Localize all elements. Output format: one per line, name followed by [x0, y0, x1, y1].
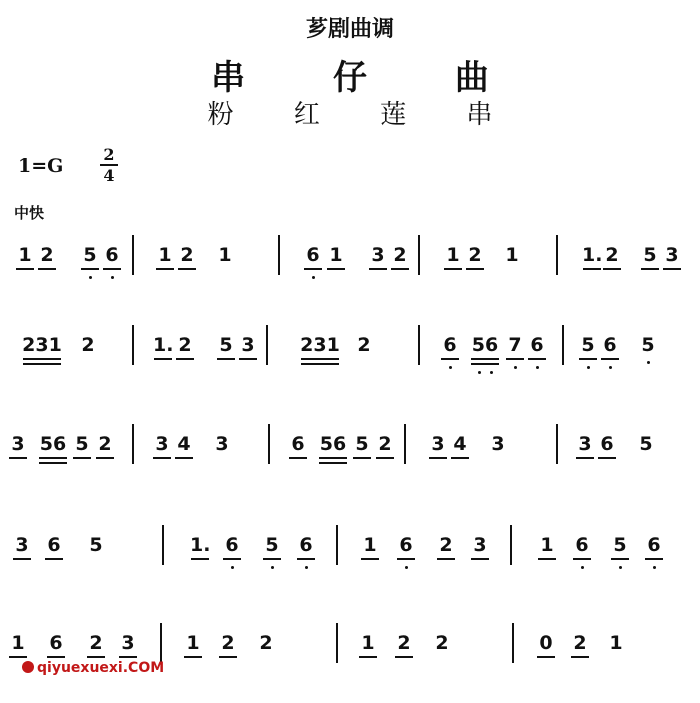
- note: 2: [98, 433, 112, 455]
- beam-line: [603, 268, 621, 270]
- beam-line: [327, 268, 345, 270]
- beam-line: [645, 558, 663, 560]
- beam-line: [471, 358, 499, 360]
- octave-dot: [449, 366, 452, 369]
- octave-dot: [653, 566, 656, 569]
- note: 1: [218, 244, 232, 266]
- note: 6: [225, 534, 239, 556]
- score-line-3: [0, 433, 700, 504]
- note: 5: [75, 433, 89, 455]
- note: 6: [443, 334, 457, 356]
- barline: [268, 424, 270, 464]
- beam-line: [289, 457, 307, 459]
- beam-line: [103, 268, 121, 270]
- beam-line: [73, 457, 91, 459]
- beam-line: [361, 558, 379, 560]
- beam-line: [175, 457, 193, 459]
- octave-dot: [514, 366, 517, 369]
- beam-line: [219, 656, 237, 658]
- beam-line: [297, 558, 315, 560]
- time-signature-bottom: 4: [103, 166, 115, 185]
- beam-line: [13, 558, 31, 560]
- beam-line: [239, 358, 257, 360]
- note: 6: [291, 433, 305, 455]
- beam-line: [87, 656, 105, 658]
- beam-line: [437, 558, 455, 560]
- beam-line: [397, 558, 415, 560]
- beam-line: [217, 358, 235, 360]
- beam-line: [319, 462, 347, 464]
- song-subtitle: 粉 红 莲 串: [207, 100, 519, 130]
- note: 7: [508, 334, 522, 356]
- note: 3: [15, 534, 29, 556]
- beam-line: [47, 656, 65, 658]
- note: 2: [89, 632, 103, 654]
- beam-line: [359, 656, 377, 658]
- beam-line: [23, 358, 61, 360]
- note: 5: [219, 334, 233, 356]
- octave-dot: [587, 366, 590, 369]
- beam-line: [441, 358, 459, 360]
- barline: [512, 623, 514, 663]
- beam-line: [537, 656, 555, 658]
- note: 56: [319, 433, 347, 455]
- note: 6: [299, 534, 313, 556]
- octave-dot: [111, 276, 114, 279]
- barline: [132, 325, 134, 365]
- note: 2: [40, 244, 54, 266]
- note: 1: [361, 632, 375, 654]
- beam-line: [301, 363, 339, 365]
- beam-line: [429, 457, 447, 459]
- beam-line: [471, 363, 499, 365]
- octave-dot: [490, 371, 493, 374]
- beam-line: [576, 457, 594, 459]
- beam-line: [176, 358, 194, 360]
- note: 4: [177, 433, 191, 455]
- octave-dot: [619, 566, 622, 569]
- barline: [162, 525, 164, 565]
- beam-line: [154, 358, 172, 360]
- note: 56: [471, 334, 499, 356]
- note: 3: [665, 244, 679, 266]
- barline: [556, 424, 558, 464]
- note: 1: [11, 632, 25, 654]
- barline: [562, 325, 564, 365]
- barline: [336, 525, 338, 565]
- note: 5: [355, 433, 369, 455]
- note: 6: [603, 334, 617, 356]
- beam-line: [178, 268, 196, 270]
- note: 3: [121, 632, 135, 654]
- beam-line: [598, 457, 616, 459]
- note: 3: [491, 433, 505, 455]
- note: 2: [439, 534, 453, 556]
- beam-line: [528, 358, 546, 360]
- beam-line: [301, 358, 339, 360]
- barline: [418, 325, 420, 365]
- octave-dot: [312, 276, 315, 279]
- octave-dot: [405, 566, 408, 569]
- note: 1: [609, 632, 623, 654]
- beam-line: [538, 558, 556, 560]
- note: 3: [371, 244, 385, 266]
- octave-dot: [478, 371, 481, 374]
- note: 2: [378, 433, 392, 455]
- barline: [278, 235, 280, 275]
- beam-line: [9, 457, 27, 459]
- note: 6: [49, 632, 63, 654]
- barline: [404, 424, 406, 464]
- beam-line: [601, 358, 619, 360]
- score-line-2: [0, 334, 700, 405]
- note: 2: [357, 334, 371, 356]
- note: 6: [306, 244, 320, 266]
- note: 5: [581, 334, 595, 356]
- barline: [132, 235, 134, 275]
- note: 3: [578, 433, 592, 455]
- beam-line: [39, 457, 67, 459]
- note: 1: [446, 244, 460, 266]
- note: 3: [473, 534, 487, 556]
- beam-line: [39, 462, 67, 464]
- beam-line: [319, 457, 347, 459]
- note: 5: [639, 433, 653, 455]
- note: 5: [641, 334, 655, 356]
- note: 6: [600, 433, 614, 455]
- barline: [132, 424, 134, 464]
- watermark-text: qiyuexuexi.COM: [37, 660, 165, 676]
- beam-line: [506, 358, 524, 360]
- note: 5: [89, 534, 103, 556]
- beam-line: [395, 656, 413, 658]
- beam-line: [444, 268, 462, 270]
- time-signature: [100, 146, 118, 184]
- beam-line: [96, 457, 114, 459]
- note: 3: [215, 433, 229, 455]
- octave-dot: [581, 566, 584, 569]
- note: 1: [18, 244, 32, 266]
- note: 2: [221, 632, 235, 654]
- beam-line: [45, 558, 63, 560]
- beam-line: [663, 268, 681, 270]
- octave-dot: [536, 366, 539, 369]
- barline: [556, 235, 558, 275]
- note: 3: [11, 433, 25, 455]
- beam-line: [573, 558, 591, 560]
- note: 1: [186, 632, 200, 654]
- note: 2: [605, 244, 619, 266]
- note: 6: [105, 244, 119, 266]
- note: 0: [539, 632, 553, 654]
- octave-dot: [231, 566, 234, 569]
- note: 1: [540, 534, 554, 556]
- beam-line: [38, 268, 56, 270]
- note: 5: [643, 244, 657, 266]
- beam-line: [466, 268, 484, 270]
- key-signature: 1=G: [18, 155, 64, 177]
- barline: [510, 525, 512, 565]
- barline: [418, 235, 420, 275]
- note: 4: [453, 433, 467, 455]
- beam-line: [23, 363, 61, 365]
- octave-dot: [647, 361, 650, 364]
- beam-line: [571, 656, 589, 658]
- note: 3: [431, 433, 445, 455]
- note: 1: [363, 534, 377, 556]
- note: 1: [329, 244, 343, 266]
- beam-line: [191, 558, 209, 560]
- note: 2: [573, 632, 587, 654]
- genre-label: 芗剧曲调: [305, 17, 394, 42]
- note: 3: [155, 433, 169, 455]
- beam-line: [391, 268, 409, 270]
- beam-line: [583, 268, 601, 270]
- note: 6: [647, 534, 661, 556]
- note: 6: [47, 534, 61, 556]
- beam-line: [641, 268, 659, 270]
- octave-dot: [609, 366, 612, 369]
- note: 2: [435, 632, 449, 654]
- beam-line: [376, 457, 394, 459]
- octave-dot: [89, 276, 92, 279]
- score-line-1: [0, 244, 700, 315]
- note: 2: [397, 632, 411, 654]
- beam-line: [153, 457, 171, 459]
- note: 231: [22, 334, 62, 356]
- note: 3: [241, 334, 255, 356]
- note: 2: [178, 334, 192, 356]
- note: 2: [393, 244, 407, 266]
- octave-dot: [305, 566, 308, 569]
- beam-line: [369, 268, 387, 270]
- time-signature-top: 2: [103, 145, 115, 164]
- octave-dot: [271, 566, 274, 569]
- beam-line: [184, 656, 202, 658]
- watermark-logo-icon: [22, 661, 34, 673]
- barline: [266, 325, 268, 365]
- watermark: [22, 660, 164, 676]
- beam-line: [451, 457, 469, 459]
- note: 2: [259, 632, 273, 654]
- beam-line: [611, 558, 629, 560]
- note: 231: [300, 334, 340, 356]
- note: 5: [613, 534, 627, 556]
- note: 56: [39, 433, 67, 455]
- beam-line: [579, 358, 597, 360]
- note: 2: [180, 244, 194, 266]
- note: 6: [399, 534, 413, 556]
- note: 1.: [190, 534, 211, 556]
- beam-line: [471, 558, 489, 560]
- score-line-4: [0, 534, 700, 605]
- beam-line: [156, 268, 174, 270]
- note: 1: [158, 244, 172, 266]
- beam-line: [9, 656, 27, 658]
- note: 5: [83, 244, 97, 266]
- song-title: 串 仔 曲: [211, 58, 527, 98]
- beam-line: [223, 558, 241, 560]
- note: 6: [530, 334, 544, 356]
- note: 2: [468, 244, 482, 266]
- note: 1.: [582, 244, 603, 266]
- note: 2: [81, 334, 95, 356]
- beam-line: [81, 268, 99, 270]
- barline: [160, 623, 162, 663]
- note: 5: [265, 534, 279, 556]
- beam-line: [263, 558, 281, 560]
- note: 1: [505, 244, 519, 266]
- barline: [336, 623, 338, 663]
- beam-line: [119, 656, 137, 658]
- beam-line: [304, 268, 322, 270]
- beam-line: [353, 457, 371, 459]
- tempo-marking: 中快: [14, 204, 45, 222]
- note: 6: [575, 534, 589, 556]
- note: 1.: [153, 334, 174, 356]
- beam-line: [16, 268, 34, 270]
